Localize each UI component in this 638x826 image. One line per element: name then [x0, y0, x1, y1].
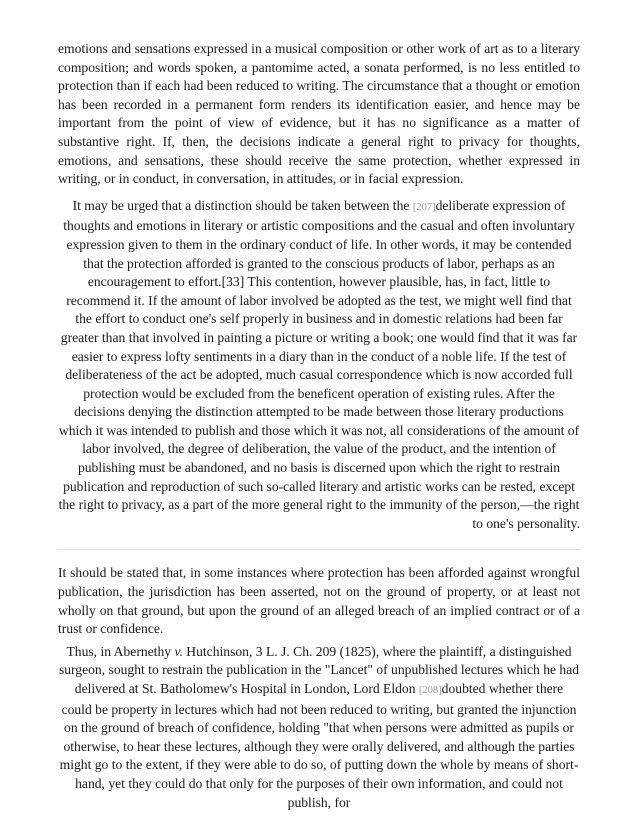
paragraph-abernethy [58, 643, 580, 812]
paragraph-emotions: emotions and sensations expressed in a musical composition or other work of art as to a literary composition; and words spoken, a pantomime acted, a sonata performed, is no less entitled to protection than if each had been reduced to writing. The circumstance that a thought or emotion has been recorded in a permanent form renders its identification easier, and hence may be important from the point of view of evidence, but it has no significance as a matter of substantive right. If, then, the decisions indicate a general right to privacy for thoughts, emotions, and sensations, these should receive the same protection, whether expressed in writing, or in conduct, in conversation, in attitudes, or in facial expression. [58, 41, 580, 187]
paragraph-abernethy-text-a: Hutchinson, 3 L. J. Ch. 209 (1825), where the plaintiff, a distinguished surgeon, sought to restrain the publication in the "Lancet" of unpublished lectures which he had delivered at St. Batholomew's Hospital in London, Lord Eldon [58, 643, 580, 696]
paragraph-abernethy-lead: Thus, in Abernethy [66, 643, 175, 659]
paragraph-distinction-text-a: It may be urged that a distinction should be taken between the [72, 197, 413, 213]
paragraph-abernethy-text-b: doubted whether there could be property in lectures which had not been reduced to writing, but granted the injunction on the ground of breach of confidence, holding "that when persons were admitted as pupils or otherwise, to hear these lectures, although they were orally delivered, and although the parties might go to the extent, if they were able to do so, of putting down the whole by means of short-hand, yet they could do that only for the purposes of their own information, and could not publish, for [59, 681, 579, 810]
document-page [58, 40, 580, 812]
page-marker-208[interactable]: [208] [418, 685, 442, 696]
case-versus: v. [174, 643, 183, 659]
paragraph-protection: It should be stated that, in some instances where protection has been afforded against wrongful publication, the jurisdiction has been asserted, not on the ground of property, or at least not wholly on that ground, but upon the ground of an alleged breach of an implied contract or of a trust or confidence. [58, 565, 580, 637]
section-divider [58, 549, 580, 550]
page-marker-207[interactable]: [207] [412, 201, 436, 213]
paragraph-distinction-text-b: deliberate expression of thoughts and emotions in literary or artistic compositions and the casual and often involuntary expression given to them in the ordinary conduct of life. In other words, it may be contended that the protection afforded is granted to the conscious products of labor, perhaps as an encouragement to effort.[33] This contention, however plausible, has, in fact, little to recommend it. If the amount of labor involved be adopted as the test, we might well find that the effort to conduct one's self properly in business and in domestic relations had been far greater than that involved in painting a picture or writing a book; one would find that it was far easier to express lofty sentiments in a diary than in the conduct of a noble life. If the test of deliberateness of the act be adopted, much casual correspondence which is now accorded full protection would be excluded from the beneficent operation of existing rules. After the decisions denying the distinction attempted to be made between those literary productions which it was intended to publish and those which it was not, all considerations of the amount of labor involved, the degree of deliberation, the value of the product, and the intention of publishing must be abandoned, and no basis is discerned upon which the right to restrain publication and reproduction of such so-called literary and artistic works can be rested, except the right to privacy, as a part of the more general right to the immunity of the person,—the right to one's personality. [58, 197, 580, 531]
paragraph-distinction [58, 197, 580, 534]
